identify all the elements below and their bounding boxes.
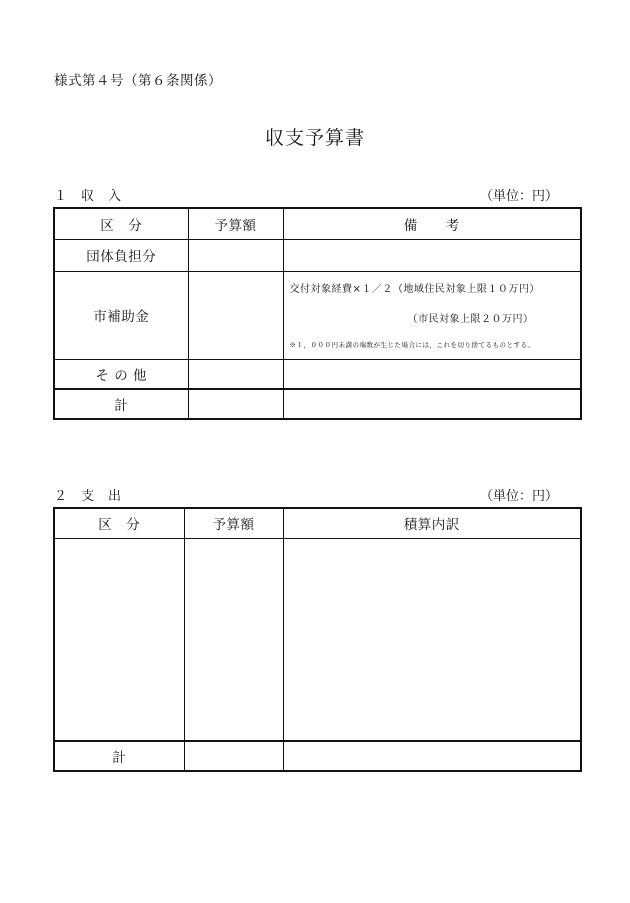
expense-header-budget: 予算額 [184,508,283,538]
form-number: 様式第４号（第６条関係） [54,73,222,89]
income-header-row [54,208,581,239]
subsidy-note-line2: （市民対象上限２０万円） [407,313,534,325]
subsidy-note-line3: ※１，０００円未満の端数が生じた場合には，これを切り捨てるものとする。 [289,340,535,349]
income-budget-cell[interactable] [188,239,283,271]
table-row [54,359,581,389]
document-title: 収支予算書 [264,127,365,149]
income-remarks-cell[interactable] [283,239,581,271]
income-table [53,207,582,420]
expense-heading: ２ 支 出 [54,489,122,504]
income-header-category: 区 分 [54,208,188,239]
income-budget-cell[interactable] [188,359,283,389]
table-row [54,538,581,741]
income-budget-cell[interactable] [188,271,283,359]
expense-budget-cell[interactable] [184,538,283,741]
income-total-remarks-cell[interactable] [283,389,581,419]
income-heading: １ 収 入 [54,189,122,204]
expense-details-cell[interactable] [283,538,581,741]
expense-total-budget-cell[interactable] [184,741,283,771]
expense-header-details: 積算内訳 [283,508,581,538]
income-remarks-cell[interactable] [283,359,581,389]
expense-table [53,507,582,772]
subsidy-notes [283,271,581,359]
expense-total-row [54,741,581,771]
income-category-cell: 団体負担分 [54,239,188,271]
income-category-cell: そ の 他 [54,359,188,389]
income-total-label: 計 [54,389,188,419]
table-row [54,239,581,271]
expense-category-cell[interactable] [54,538,184,741]
income-total-row [54,389,581,419]
income-category-cell: 市補助金 [54,271,188,359]
expense-header-row [54,508,581,538]
income-header-budget: 予算額 [188,208,283,239]
expense-header-category: 区 分 [54,508,184,538]
income-header-remarks: 備 考 [283,208,581,239]
expense-unit: （単位：円） [479,489,558,504]
expense-total-details-cell[interactable] [283,741,581,771]
expense-total-label: 計 [54,741,184,771]
income-total-budget-cell[interactable] [188,389,283,419]
table-row [54,271,581,359]
income-unit: （単位：円） [479,189,558,204]
subsidy-note-line1: 交付対象経費×１／２（地域住民対象上限１０万円） [289,283,540,295]
